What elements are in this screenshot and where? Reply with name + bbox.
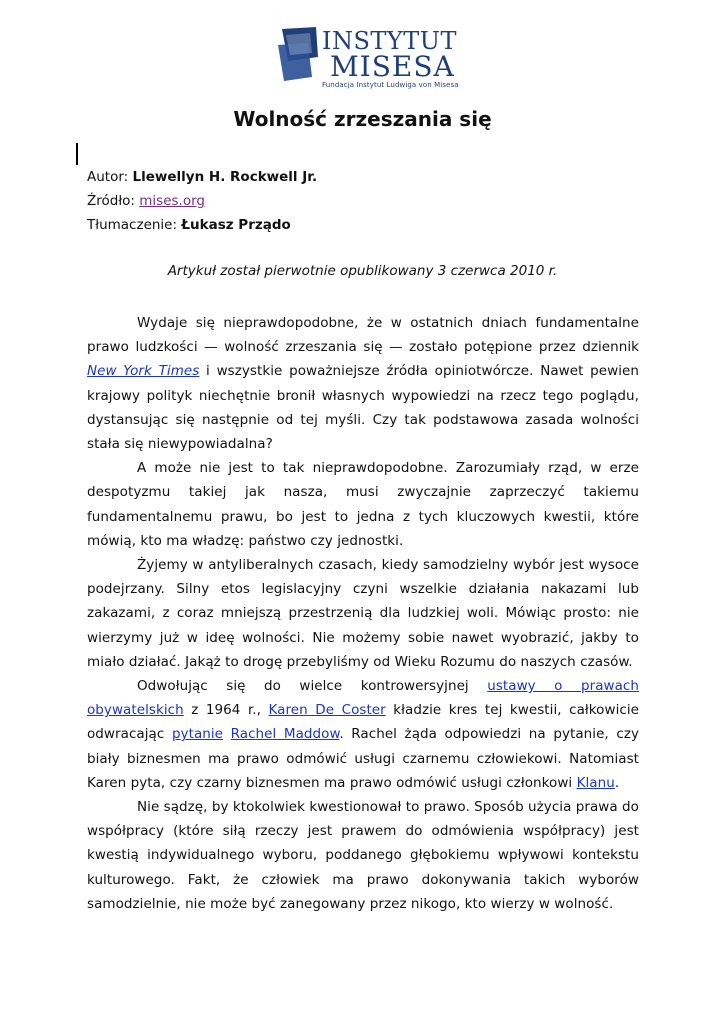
paragraph-1 [87, 311, 639, 456]
translation-label: Tłumaczenie: [87, 217, 178, 233]
article-body [87, 311, 639, 916]
institute-logo [278, 27, 459, 93]
source-link[interactable]: mises.org [139, 193, 205, 209]
source-line [87, 192, 205, 210]
karen-de-coster-link[interactable]: Karen De Coster [268, 702, 386, 719]
text-span: kładzie kres tej kwestii, całkowicie odwracając [87, 702, 640, 743]
text-span [223, 726, 231, 742]
author-label: Autor: [87, 169, 129, 185]
paragraph-5: Nie sądzę, by ktokolwiek kwestionował to prawo. Sposób użycia prawa do współpracy (które siłą rzeczy jest prawem do odmówienia współpracy) jest kwestią indywidualnego wyboru, poddanego głębokiemu wpływowi kontekstu kulturowego. Fakt, że człowiek ma prawo dokonywania takich wyborów samodzielnie, nie może być zanegowany przez nikogo, kto wierzy w wolność. [87, 799, 639, 912]
text-span: z 1964 r., [183, 702, 269, 719]
logo-subtitle: Fundacja Instytut Ludwiga von Misesa [322, 81, 459, 89]
text-cursor [76, 143, 78, 165]
source-label: Źródło: [87, 193, 135, 209]
klan-link[interactable]: Klanu [576, 774, 615, 791]
paragraph-3: Żyjemy w antyliberalnych czasach, kiedy samodzielny wybór jest wysoce podejrzany. Silny etos legislacyjny czyni wszelkie działania nakazami lub zakazami, z coraz mniejszą przestrzenią dla ludzkiej woli. Mówiąc prosto: nie wierzymy już w ideę wolności. Nie możemy sobie nawet wyobrazić, jakby to miało działać. Jakąż to drogę przebyliśmy od Wieku Rozumu do naszych czasów. [87, 557, 639, 670]
text-span: . Rachel żąda odpowiedzi na pytanie, czy biały biznesmen ma prawo odmówić usługi czarnemu człowiekowi. Natomiast Karen pyta, czy czarny biznesmen ma prawo odmówić usługi członkowi [87, 726, 640, 791]
article-title: Wolność zrzeszania się [233, 107, 492, 131]
logo-line1: INSTYTUT [322, 27, 458, 55]
logo-emblem-icon [278, 27, 322, 83]
question-link[interactable]: pytanie [171, 726, 224, 743]
author-line [87, 168, 317, 186]
text-span: Wydaje się nieprawdopodobne, że w ostatnich dniach fundamentalne prawo ludzkości — wolność zrzeszania się — zostało potępione przez dziennik [87, 315, 639, 356]
translator-name: Łukasz Prządo [181, 217, 291, 233]
text-span: Odwołując się do wielce kontrowersyjnej [137, 678, 488, 695]
nyt-link[interactable]: New York Times [87, 363, 200, 380]
rachel-maddow-link[interactable]: Rachel Maddow [230, 726, 340, 743]
paragraph-4 [87, 674, 639, 795]
logo-line2: MISESA [330, 50, 455, 83]
paragraph-2: A może nie jest to tak nieprawdopodobne. Zarozumiały rząd, w erze despotyzmu takiej jak nasza, musi zwyczajnie zaprzeczyć takiemu fundamentalnemu prawu, bo jest to jedna z tych kluczowych kwestii, które mówią, kto ma władzę: państwo czy jednostki. [87, 460, 639, 549]
translation-line [87, 216, 291, 234]
author-name: Llewellyn H. Rockwell Jr. [132, 169, 318, 185]
publication-note: Artykuł został pierwotnie opublikowany 3 czerwca 2010 r. [167, 263, 558, 279]
civil-rights-act-link[interactable]: ustawy o prawach obywatelskich [87, 678, 640, 719]
text-span: . [614, 774, 620, 791]
text-span: i wszystkie poważniejsze źródła opiniotwórcze. Nawet pewien krajowy polityk niechętnie bronił własnych wypowiedzi na rzecz tego poglądu, dystansując się następnie od tej myśli. Czy tak podstawowa zasada wolności stała się niewypowiadalna? [87, 363, 639, 453]
